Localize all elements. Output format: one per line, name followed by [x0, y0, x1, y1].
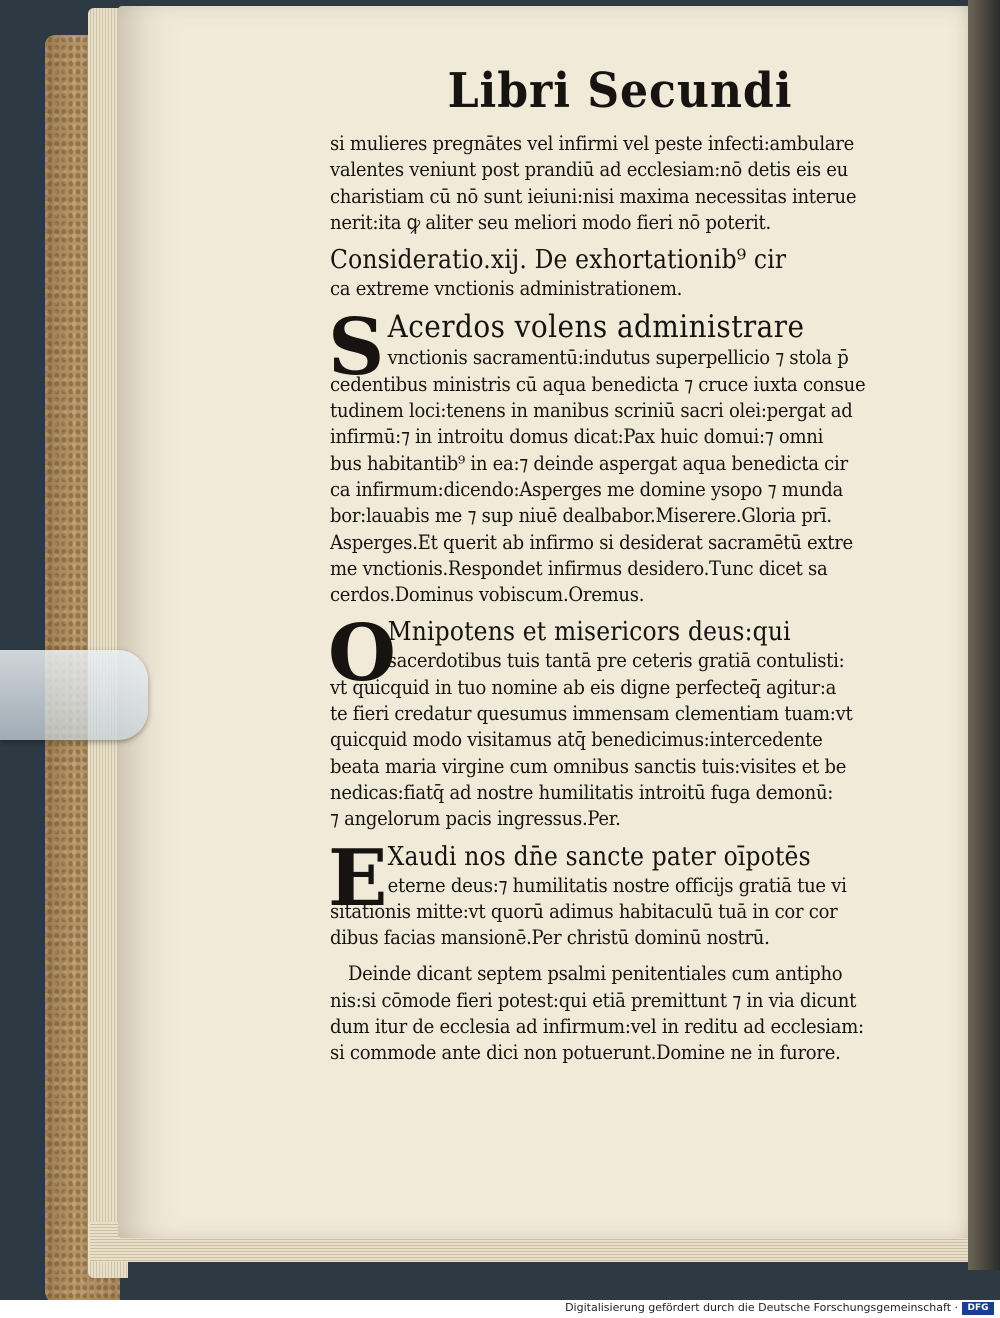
text-line: quicquid modo visitamus atq̄ benedicimus:intercedente [330, 727, 823, 752]
text-line: cedentibus ministris cū aqua benedicta ⁊ cruce iuxta consue [330, 371, 866, 396]
text-line: Acerdos volens administrare [387, 309, 805, 346]
rubric-heading [330, 245, 910, 301]
text-line: si commode ante dici non potuerunt.Domine ne in furore. [330, 1040, 841, 1065]
text-line: cerdos.Dominus vobiscum.Oremus. [330, 582, 645, 607]
footer-bar [0, 1300, 1000, 1318]
text-line: bor:lauabis me ⁊ sup niuē dealbabor.Miserere.Gloria prī. [330, 503, 832, 528]
text-line: nerit:ita ꝙ aliter seu meliori modo fieri nō poterit. [330, 209, 771, 234]
text-line: vt quicquid in tuo nomine ab eis digne perfecteq̄ agitur:a [330, 674, 837, 699]
text-line: dum itur de ecclesia ad infirmum:vel in reditu ad ecclesiam: [330, 1014, 864, 1039]
text-line: valentes veniunt post prandiū ad ecclesiam:nō detis eis eu [330, 157, 848, 182]
text-line: charistiam cū nō sunt ieiuni:nisi maxima necessitas interue [330, 183, 857, 208]
text-line: ca infirmum:dicendo:Asperges me domine ysopo ⁊ munda [330, 476, 843, 501]
initial-letter: S [328, 302, 385, 394]
text-line: infirmū:⁊ in introitu domus dicat:Pax huic domui:⁊ omni [330, 424, 824, 449]
initial-letter: O [328, 608, 396, 700]
paragraph-3 [328, 608, 910, 831]
dfg-logo: DFG [962, 1302, 994, 1315]
text-line: Mnipotens et misericors deus:qui [387, 617, 791, 648]
text-line: sacerdotibus tuis tantā pre ceteris gratiā contulisti: [387, 648, 845, 673]
initial-letter: E [328, 832, 388, 924]
text-line: me vnctionis.Respondet infirmus desidero.Tunc dicet sa [330, 555, 828, 580]
text-line: dibus facias mansionē.Per christū dominū nostrū. [330, 925, 770, 950]
text-line: beata maria virgine cum omnibus sanctis tuis:visites et be [330, 753, 847, 778]
rubric-line: ca extreme vnctionis administrationem. [330, 276, 683, 301]
funding-credit: Digitalisierung gefördert durch die Deutsche Forschungsgemeinschaft · [565, 1301, 958, 1314]
gutter-shadow [968, 0, 1000, 1270]
text-line: tudinem loci:tenens in manibus scriniū sacri olei:pergat ad [330, 398, 853, 423]
running-head: Libri Secundi [447, 63, 793, 119]
page-holder-strip [0, 650, 148, 740]
paragraph-5 [330, 960, 910, 1065]
text-line: bus habitantib⁹ in ea:⁊ deinde aspergat aqua benedicta cir [330, 450, 848, 475]
text-line: eterne deus:⁊ humilitatis nostre officijs gratiā tue vi [387, 872, 847, 897]
text-line: Xaudi nos dn̄e sancte pater oīpotēs [387, 841, 811, 872]
text-line: nis:si cōmode fieri potest:qui etiā premittunt ⁊ in via dicunt [330, 987, 857, 1012]
text-line: Deinde dicant septem psalmi penitentiales cum antipho [348, 961, 843, 986]
paragraph-4 [328, 832, 910, 951]
text-line: sitationis mitte:vt quorū adimus habitaculū tuā in cor cor [330, 898, 838, 923]
text-line: si mulieres pregnātes vel infirmi vel peste infecti:ambulare [330, 131, 855, 155]
text-line: vnctionis sacramentū:indutus superpellicio ⁊ stola p̄ [387, 345, 849, 370]
text-line: te fieri credatur quesumus immensam clementiam tuam:vt [330, 701, 853, 726]
rubric-line: Consideratio.xij. De exhortationib⁹ cir [330, 245, 787, 276]
text-line: nedicas:fiatq̄ ad nostre humilitatis introitū fuga demonū: [330, 779, 834, 804]
text-line: Asperges.Et querit ab infirmo si desiderat sacramētū extre [330, 529, 853, 554]
page-text [330, 62, 910, 1066]
paragraph-1 [330, 130, 910, 235]
text-line: ⁊ angelorum pacis ingressus.Per. [330, 806, 621, 831]
paragraph-2 [328, 302, 910, 607]
